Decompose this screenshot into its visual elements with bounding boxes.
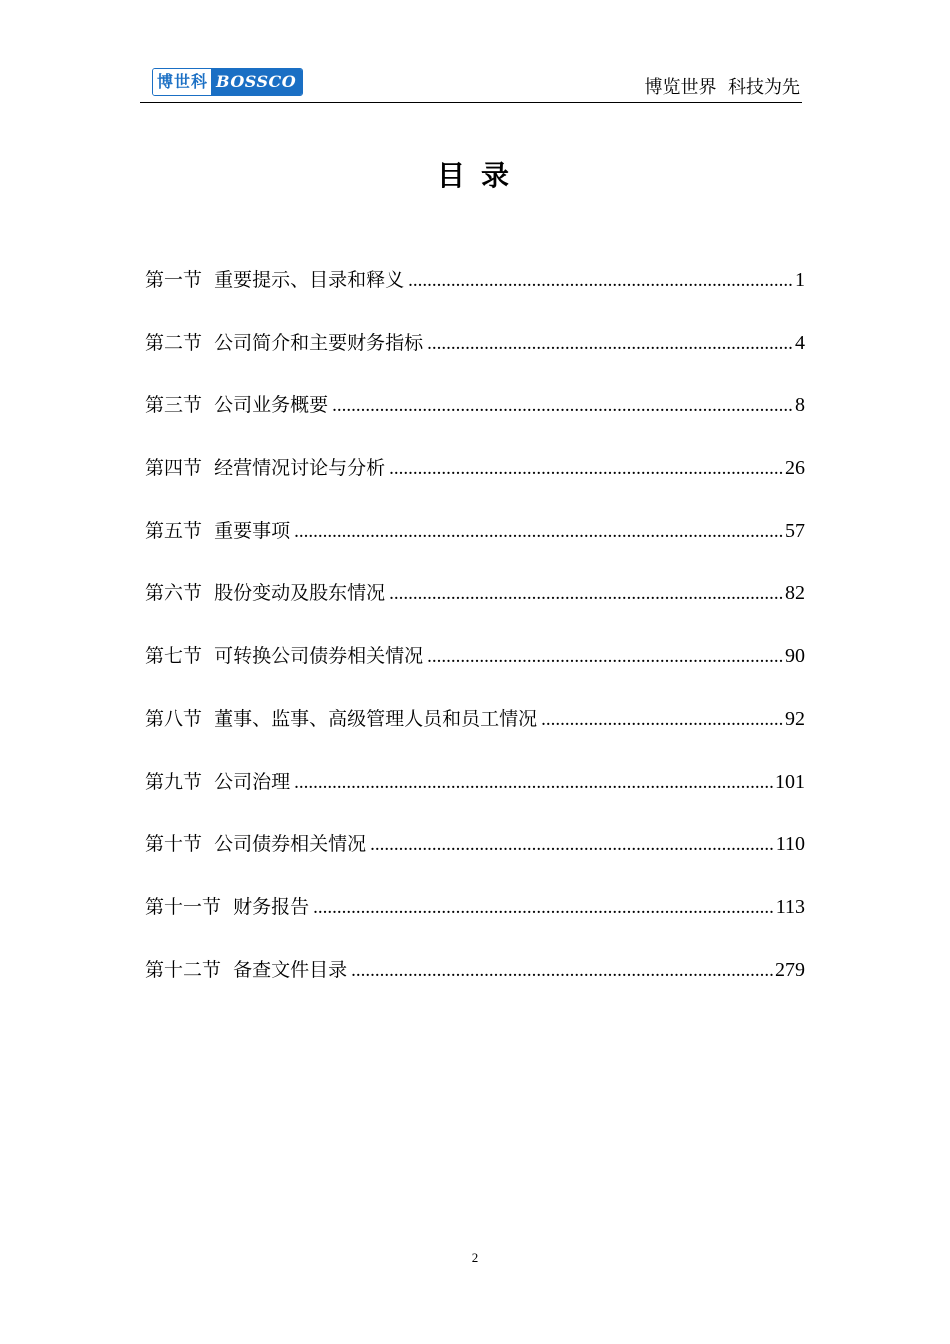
toc-leader-dots [427, 326, 794, 362]
toc-entry-page: 92 [785, 707, 805, 730]
toc-entry-page: 1 [795, 269, 805, 291]
page-header [140, 66, 802, 103]
toc-entry[interactable] [145, 952, 805, 1015]
toc-entry[interactable] [145, 826, 805, 889]
toc-entry-label: 第九节 公司治理 [145, 770, 291, 793]
toc-leader-dots [389, 576, 784, 612]
toc-entry-label: 第四节 经营情况讨论与分析 [145, 457, 386, 480]
toc-entry[interactable] [145, 450, 805, 513]
toc-leader-dots [427, 639, 784, 675]
toc-entry[interactable] [145, 889, 805, 952]
toc-entry-page: 57 [785, 519, 805, 542]
toc-entry-label: 第十节 公司债券相关情况 [145, 833, 367, 856]
toc-entry[interactable] [145, 513, 805, 576]
toc-leader-dots [541, 702, 784, 738]
toc-entry-label: 第三节 公司业务概要 [145, 394, 329, 417]
toc-entry-page: 8 [795, 394, 805, 417]
toc-entry-label: 第十一节 财务报告 [145, 895, 310, 918]
toc-entry[interactable] [145, 262, 805, 325]
toc-entry[interactable] [145, 638, 805, 701]
toc-entry-page: 4 [795, 331, 805, 354]
toc-entry[interactable] [145, 575, 805, 638]
toc-entry-page: 110 [775, 833, 805, 856]
page-title: 目录 [436, 159, 525, 192]
toc-entry-page: 279 [775, 958, 805, 981]
toc-entry-label: 第十二节 备查文件目录 [145, 958, 348, 981]
toc-entry-label: 第八节 董事、监事、高级管理人员和员工情况 [145, 707, 538, 730]
table-of-contents [145, 262, 805, 1014]
toc-leader-dots [408, 263, 794, 299]
company-logo [152, 68, 303, 96]
toc-entry[interactable] [145, 764, 805, 827]
toc-entry-page: 82 [785, 582, 805, 605]
toc-leader-dots [351, 953, 774, 989]
toc-entry-label: 第六节 股份变动及股东情况 [145, 582, 386, 605]
toc-entry-label: 第五节 重要事项 [145, 519, 291, 542]
header-slogan: 博览世界 科技为先 [644, 77, 800, 98]
toc-entry[interactable] [145, 701, 805, 764]
toc-entry-page: 101 [775, 770, 805, 793]
toc-leader-dots [389, 451, 784, 487]
toc-entry-label: 第七节 可转换公司债券相关情况 [145, 645, 424, 668]
toc-entry-label: 第二节 公司简介和主要财务指标 [145, 331, 424, 354]
toc-leader-dots [332, 388, 794, 424]
toc-entry-page: 26 [785, 457, 805, 480]
toc-entry[interactable] [145, 387, 805, 450]
toc-entry-page: 113 [775, 895, 805, 918]
toc-leader-dots [313, 890, 775, 926]
toc-leader-dots [294, 514, 784, 550]
toc-entry-label: 第一节 重要提示、目录和释义 [145, 269, 405, 291]
toc-leader-dots [370, 827, 775, 863]
page-number: 2 [471, 1250, 479, 1265]
toc-leader-dots [294, 765, 774, 801]
logo-chinese-text: 博世科 [153, 69, 211, 95]
toc-entry[interactable] [145, 325, 805, 388]
logo-english-text: BOSSCO [211, 69, 302, 95]
toc-entry-page: 90 [785, 645, 805, 668]
